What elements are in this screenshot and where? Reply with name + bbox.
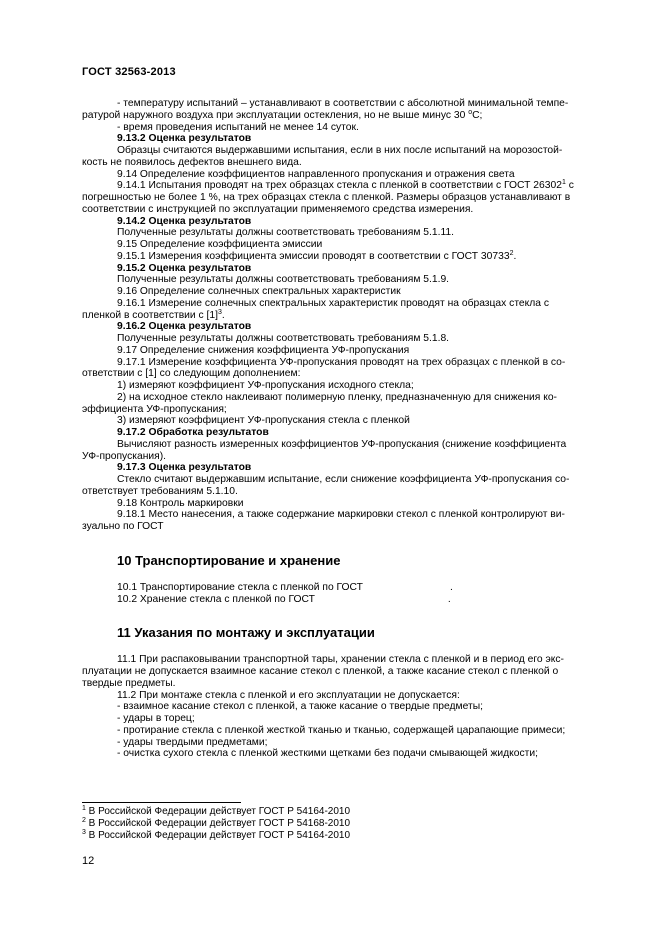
list-item: - взаимное касание стекол с пленкой, а также касание о твердые предметы; — [117, 701, 483, 713]
subheading: 9.14.2 Оценка результатов — [117, 215, 252, 227]
paragraph: Полученные результаты должны соответствовать требованиям 5.1.9. — [117, 274, 450, 286]
paragraph: 9.18.1 Место нанесения, а также содержание маркировки стекол с пленкой контролируют ви- зуально по ГОСТ — [82, 509, 565, 532]
paragraph: 9.15 Определение коэффициента эмиссии — [117, 239, 323, 250]
list-item: - удары твердыми предметами; — [117, 736, 268, 748]
footnote-divider — [82, 802, 241, 803]
subheading: 9.17.2 Обработка результатов — [117, 427, 269, 438]
section-heading: 10 Транспортирование и хранение — [117, 552, 341, 568]
paragraph: Полученные результаты должны соответствовать требованиям 5.1.8. — [117, 333, 450, 344]
list-item: - удары в торец; — [117, 713, 195, 724]
list-item: - очистка сухого стекла с пленкой жесткими щетками без подачи смывающей жидкости; — [117, 748, 538, 760]
document-body — [82, 98, 617, 760]
paragraph: Вычисляют разность измеренных коэффициентов УФ-пропускания (снижение коэффициента УФ-пропускания). — [82, 438, 567, 462]
page-number: 12 — [82, 855, 95, 867]
paragraph: - температуру испытаний – устанавливают в соответствии с абсолютной минимальной темпе- ратурой наружного воздуха при эксплуатации остекления, но не выше минус 30 $^о$С; — [82, 98, 569, 121]
paragraph: 9.16.1 Измерение солнечных спектральных характеристик проводят на образцах стекла с пленкой в соответствии с $[1]^3$. — [82, 297, 550, 321]
paragraph: 9.14.1 Испытания проводят на трех образцах стекла с пленкой в соответствии с ГОСТ 26302$^1$ с погрешностью не более 1 %, на трех образцах стекла с пленкой. Размеры образцов устанавливают в соответствии с инструкцией по эксплуатации применяемого средства измерения. — [82, 179, 574, 215]
subheading: 9.16.2 Оценка результатов — [117, 321, 252, 333]
paragraph: 10.2 Хранение стекла с пленкой по ГОСТ . — [117, 593, 451, 605]
subheading: 9.17.3 Оценка результатов — [117, 462, 252, 474]
paragraph: 10.1 Транспортирование стекла с пленкой по ГОСТ . — [117, 581, 453, 593]
paragraph: 9.17 Определение снижения коэффициента УФ-пропускания — [117, 344, 410, 356]
footnote: $^1$ В Российской Федерации действует ГОСТ Р 54164-2010 — [82, 805, 351, 817]
paragraph: 9.16 Определение солнечных спектральных характеристик — [117, 286, 401, 297]
paragraph: - время проведения испытаний не менее 14 суток. — [117, 121, 359, 133]
section-heading: 11 Указания по монтажу и эксплуатации — [117, 625, 375, 641]
subheading: 9.15.2 Оценка результатов — [117, 262, 252, 274]
footnotes — [82, 806, 350, 842]
list-item: 3) измеряют коэффициент УФ-пропускания стекла с пленкой — [117, 415, 410, 427]
list-item: 2) на исходное стекло наклеивают полимерную пленку, предназначенную для снижения ко- эффициента УФ-пропускания; — [82, 391, 557, 415]
list-item: 1) измеряют коэффициент УФ-пропускания исходного стекла; — [117, 380, 414, 391]
paragraph: 9.15.1 Измерения коэффициента эмиссии проводят в соответствии с ГОСТ 30733$^2$. — [117, 249, 517, 262]
paragraph: 9.17.1 Измерение коэффициента УФ-пропускания проводят на трех образцах с пленкой в со- ответствии с [1] со следующим дополнением: — [82, 356, 566, 380]
footnote: $^3$ В Российской Федерации действует ГОСТ Р 54164-2010 — [82, 829, 351, 841]
paragraph: 11.2 При монтаже стекла с пленкой и его эксплуатации не допускается: — [117, 689, 460, 701]
paragraph: Образцы считаются выдержавшими испытания, если в них после испытаний на морозостой- кость не появилось дефектов внешнего вида. — [82, 145, 563, 168]
list-item: - протирание стекла с пленкой жесткой тканью и тканью, содержащей царапающие примеси; — [117, 724, 566, 736]
paragraph: 11.1 При распаковывании транспортной тары, хранении стекла с пленкой и в период его экс- плуатации не допускается взаимное касание стекол с пленкой, а также касание стекол с пленкой о твердые предметы. — [82, 654, 564, 689]
footnote: $^2$ В Российской Федерации действует ГОСТ Р 54168-2010 — [82, 817, 351, 829]
subheading: 9.13.2 Оценка результатов — [117, 133, 252, 145]
paragraph: 9.18 Контроль маркировки — [117, 497, 244, 509]
document-header: ГОСТ 32563-2013 — [82, 66, 176, 78]
paragraph: Стекло считают выдержавшим испытание, если снижение коэффициента УФ-пропускания со- ответствует требованиям 5.1.10. — [82, 474, 570, 497]
paragraph: Полученные результаты должны соответствовать требованиям 5.1.11. — [117, 227, 454, 239]
paragraph: 9.14 Определение коэффициентов направленного пропускания и отражения света — [117, 168, 515, 180]
